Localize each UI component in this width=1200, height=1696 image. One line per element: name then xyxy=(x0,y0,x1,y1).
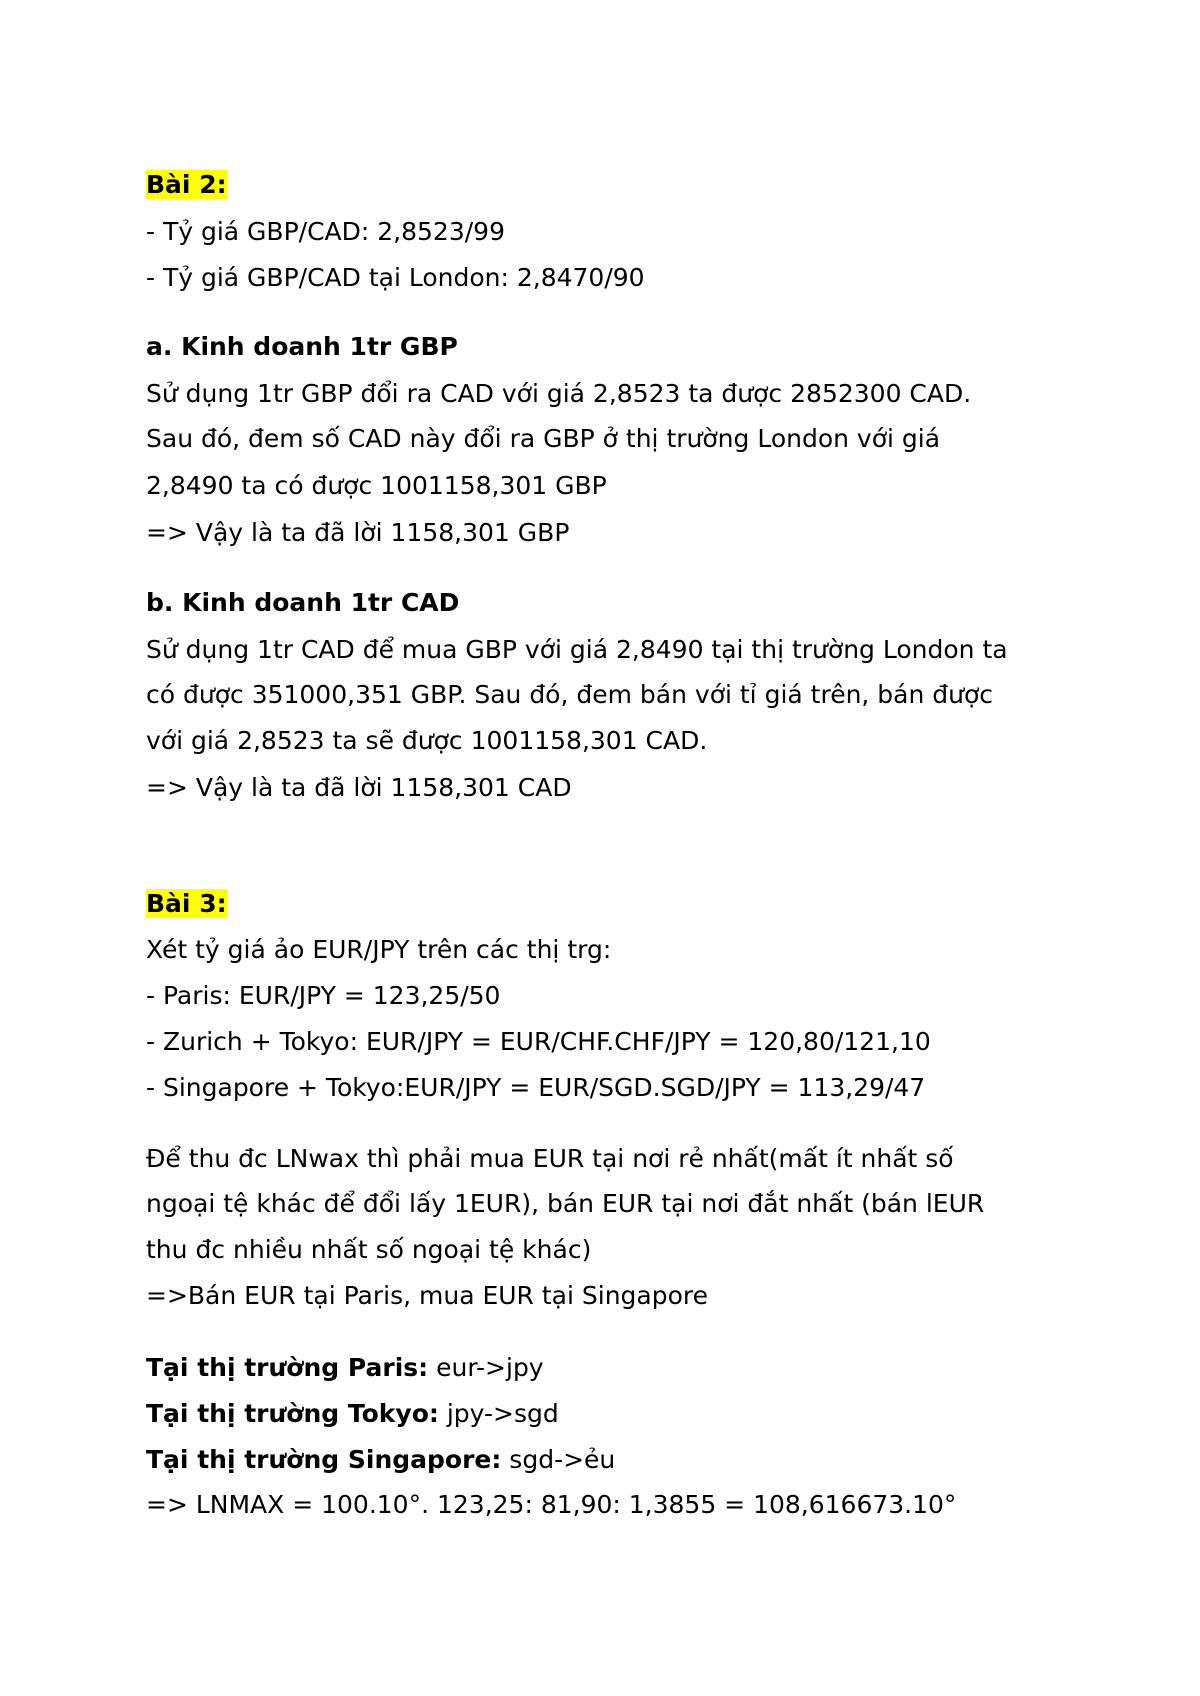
text-line: => Vậy là ta đã lời 1158,301 CAD xyxy=(146,773,572,802)
text-line: thu đc nhiều nhất số ngoại tệ khác) xyxy=(146,1235,592,1264)
result-line: => LNMAX = 100.10°. 123,25: 81,90: 1,3855 = 108,616673.10° xyxy=(146,1490,957,1519)
subheading-a: a. Kinh doanh 1tr GBP xyxy=(146,332,458,361)
section-title-bai-3: Bài 3: xyxy=(146,889,227,918)
text-line: Xét tỷ giá ảo EUR/JPY trên các thị trg: xyxy=(146,935,612,964)
text-line: => Vậy là ta đã lời 1158,301 GBP xyxy=(146,518,570,547)
market-line-tokyo xyxy=(146,1398,559,1430)
market-label: Tại thị trường Singapore: xyxy=(146,1445,502,1474)
market-label: Tại thị trường Paris: xyxy=(146,1353,429,1382)
text-line: 2,8490 ta có được 1001158,301 GBP xyxy=(146,471,607,500)
text-line: - Paris: EUR/JPY = 123,25/50 xyxy=(146,981,501,1010)
text-line: =>Bán EUR tại Paris, mua EUR tại Singapore xyxy=(146,1281,709,1310)
market-value: sgd->ẻu xyxy=(501,1445,616,1474)
text-line: - Tỷ giá GBP/CAD tại London: 2,8470/90 xyxy=(146,263,645,292)
text-line: có được 351000,351 GBP. Sau đó, đem bán với tỉ giá trên, bán được xyxy=(146,680,994,709)
text-line: Để thu đc LNwax thì phải mua EUR tại nơi rẻ nhất(mất ít nhất số xyxy=(146,1144,954,1173)
market-value: jpy->sgd xyxy=(438,1399,559,1428)
text-line: Sử dụng 1tr GBP đổi ra CAD với giá 2,8523 ta được 2852300 CAD. xyxy=(146,379,972,408)
section-title-bai-2: Bài 2: xyxy=(146,170,227,199)
market-line-singapore xyxy=(146,1444,615,1476)
text-line: - Zurich + Tokyo: EUR/JPY = EUR/CHF.CHF/JPY = 120,80/121,10 xyxy=(146,1027,931,1056)
market-label: Tại thị trường Tokyo: xyxy=(146,1399,439,1428)
text-line: - Tỷ giá GBP/CAD: 2,8523/99 xyxy=(146,217,505,246)
text-line: Sử dụng 1tr CAD để mua GBP với giá 2,8490 tại thị trường London ta xyxy=(146,635,1008,664)
market-value: eur->jpy xyxy=(428,1353,544,1382)
subheading-b: b. Kinh doanh 1tr CAD xyxy=(146,588,460,617)
text-line: ngoại tệ khác để đổi lấy 1EUR), bán EUR tại nơi đắt nhất (bán lEUR xyxy=(146,1189,985,1218)
text-line: Sau đó, đem số CAD này đổi ra GBP ở thị trường London với giá xyxy=(146,424,941,453)
text-line: với giá 2,8523 ta sẽ được 1001158,301 CAD. xyxy=(146,726,708,755)
market-line-paris xyxy=(146,1352,544,1384)
text-line: - Singapore + Tokyo:EUR/JPY = EUR/SGD.SGD/JPY = 113,29/47 xyxy=(146,1073,926,1102)
